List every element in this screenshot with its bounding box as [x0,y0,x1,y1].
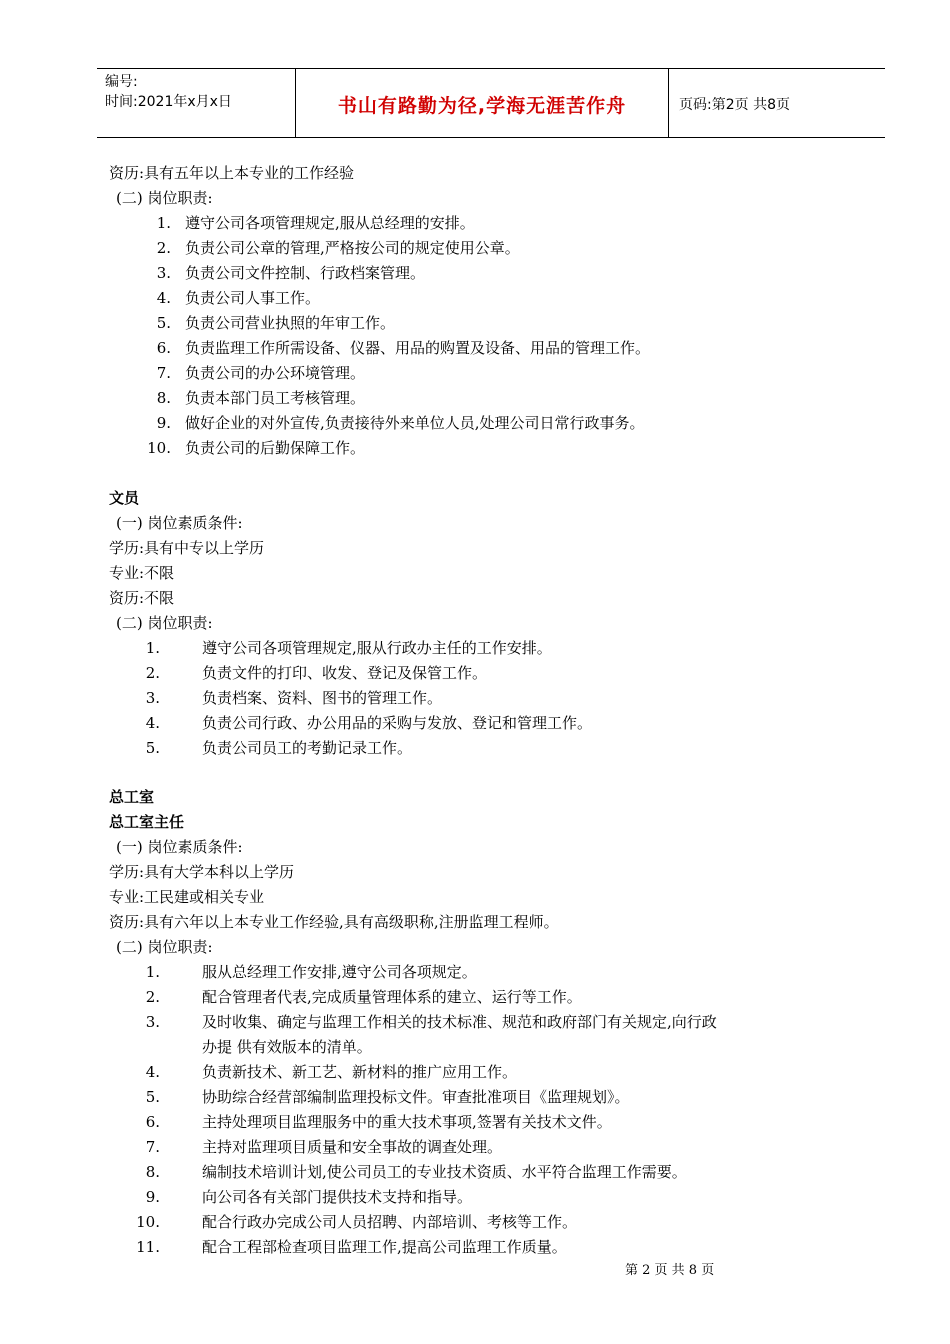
duty-number: 5. [145,1088,160,1106]
duty-text: 遵守公司各项管理规定,服从行政办主任的工作安排。 [202,639,552,657]
duty-number: 4. [145,714,160,732]
duty-number: 3. [145,689,160,707]
duty-text: 服从总经理工作安排,遵守公司各项规定。 [202,963,477,981]
duty-text: 负责公司的办公环境管理。 [185,364,366,382]
duty-text: 配合行政办完成公司人员招聘、内部培训、考核等工作。 [202,1213,578,1231]
duty-number: 1. [145,639,160,657]
qualification-heading: (一) 岗位素质条件: [116,514,243,532]
qualification-education: 学历:具有大学本科以上学历 [109,863,295,881]
duty-text: 负责公司公章的管理,严格按公司的规定使用公章。 [185,239,520,257]
duty-text-continuation: 办提 供有效版本的清单。 [202,1038,372,1056]
duty-number: 3. [156,264,171,282]
duty-text: 主持处理项目监理服务中的重大技术事项,签署有关技术文件。 [202,1113,612,1131]
page-number-label: 页码:第2页 共8页 [679,97,790,113]
duty-number: 1. [145,963,160,981]
duty-number: 1. [156,214,171,232]
duty-number: 6. [145,1113,160,1131]
duty-text: 遵守公司各项管理规定,服从总经理的安排。 [185,214,475,232]
duty-text: 负责公司文件控制、行政档案管理。 [185,264,426,282]
duty-text: 主持对监理项目质量和安全事故的调查处理。 [202,1138,503,1156]
duty-text: 负责公司的后勤保障工作。 [185,439,366,457]
duty-number: 8. [156,389,171,407]
duty-number: 11. [136,1238,160,1256]
qualification-experience: 资历:具有六年以上本专业工作经验,具有高级职称,注册监理工程师。 [109,913,559,931]
duty-number: 9. [156,414,171,432]
duty-text: 负责文件的打印、收发、登记及保管工作。 [202,664,488,682]
qualification-major: 专业:工民建或相关专业 [109,888,265,906]
motto: 书山有路勤为径,学海无涯苦作舟 [337,95,627,117]
doc-number-label: 编号: [105,74,138,90]
duty-text: 做好企业的对外宣传,负责接待外来单位人员,处理公司日常行政事务。 [185,414,645,432]
section-subtitle-office-director: 总工室主任 [109,813,185,831]
duty-text: 负责公司员工的考勤记录工作。 [202,739,413,757]
duty-number: 2. [145,988,160,1006]
duty-number: 4. [156,289,171,307]
duty-number: 7. [145,1138,160,1156]
duty-text: 配合管理者代表,完成质量管理体系的建立、运行等工作。 [202,988,582,1006]
duty-text: 负责公司人事工作。 [185,289,321,307]
duty-text: 编制技术培训计划,使公司员工的专业技术资质、水平符合监理工作需要。 [202,1163,687,1181]
duty-number: 2. [145,664,160,682]
duties-heading: (二) 岗位职责: [116,189,213,207]
duty-number: 4. [145,1063,160,1081]
duty-number: 2. [156,239,171,257]
qualification-experience: 资历:不限 [109,589,175,607]
duty-number: 10. [136,1213,160,1231]
duties-heading: (二) 岗位职责: [116,614,213,632]
duty-text: 负责档案、资料、图书的管理工作。 [202,689,443,707]
duty-number: 7. [156,364,171,382]
duty-text: 向公司各有关部门提供技术支持和指导。 [202,1188,473,1206]
duty-text: 负责新技术、新工艺、新材料的推广应用工作。 [202,1063,518,1081]
qualification-major: 专业:不限 [109,564,175,582]
page-footer: 第 2 页 共 8 页 [625,1263,715,1278]
duty-text: 负责本部门员工考核管理。 [185,389,366,407]
duty-text: 负责公司营业执照的年审工作。 [185,314,396,332]
duty-text: 协助综合经营部编制监理投标文件。审查批准项目《监理规划》。 [202,1088,630,1106]
duty-number: 3. [145,1013,160,1031]
duty-number: 6. [156,339,171,357]
duty-number: 9. [145,1188,160,1206]
qualification-education: 学历:具有中专以上学历 [109,539,265,557]
duty-number: 5. [156,314,171,332]
duties-heading: (二) 岗位职责: [116,938,213,956]
duty-number: 5. [145,739,160,757]
duty-number: 10. [147,439,171,457]
duty-text: 配合工程部检查项目监理工作,提高公司监理工作质量。 [202,1238,567,1256]
qualification-experience: 资历:具有五年以上本专业的工作经验 [109,164,355,182]
duty-text: 负责监理工作所需设备、仪器、用品的购置及设备、用品的管理工作。 [185,339,651,357]
section-title-chief-engineer-office: 总工室 [109,788,155,806]
duty-text: 负责公司行政、办公用品的采购与发放、登记和管理工作。 [202,714,593,732]
section-title-clerk: 文员 [109,489,140,507]
duty-text: 及时收集、确定与监理工作相关的技术标准、规范和政府部门有关规定,向行政 [202,1013,717,1031]
date-label: 时间:2021年x月x日 [105,94,232,110]
qualification-heading: (一) 岗位素质条件: [116,838,243,856]
duty-number: 8. [145,1163,160,1181]
